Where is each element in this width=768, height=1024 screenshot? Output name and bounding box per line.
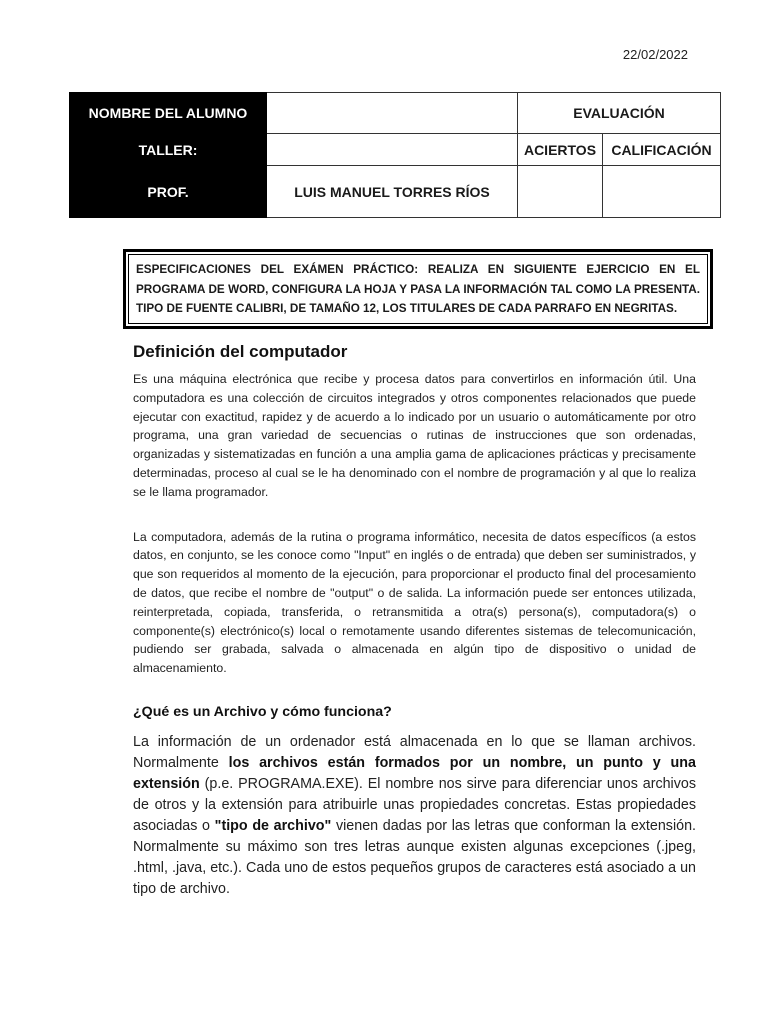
exam-specifications-box (123, 249, 713, 329)
teacher-label: PROF. (70, 166, 267, 218)
workshop-label: TALLER: (70, 134, 267, 166)
student-header-table (69, 92, 721, 218)
file-text-bold1: los archivos están formados por un nombre, un punto y una extensión (133, 754, 696, 792)
section-title-computer-definition: Definición del computador (133, 342, 348, 361)
student-name-field[interactable] (267, 93, 518, 134)
teacher-name: LUIS MANUEL TORRES RÍOS (267, 166, 518, 218)
document-body (133, 342, 696, 900)
file-text-part1: La información de un ordenador está almacenada en lo que se llaman archivos. Normalmente (133, 733, 696, 771)
section-title-file: ¿Qué es un Archivo y cómo funciona? (133, 703, 392, 720)
correct-answers-label: ACIERTOS (518, 134, 603, 166)
grade-field[interactable] (603, 166, 721, 218)
correct-answers-field[interactable] (518, 166, 603, 218)
evaluation-label: EVALUACIÓN (518, 93, 721, 134)
student-name-label: NOMBRE DEL ALUMNO (70, 93, 267, 134)
file-text-part2: (p.e. PROGRAMA.EXE). El nombre nos sirve para diferenciar unos archivos de otros y la extensión para atribuirle unas propiedades concretas. Estas propiedades asociadas o (133, 775, 696, 834)
file-text-part3: vienen dadas por las letras que conforman la extensión. Normalmente su máximo son tres letras aunque existen algunas excepciones (.jpeg, .html, .java, etc.). Cada uno de estos pequeños grupos de caracteres está asociado a un tipo de archivo. (133, 817, 696, 897)
grade-label: CALIFICACIÓN (603, 134, 721, 166)
exam-specifications-text: ESPECIFICACIONES DEL EXÁMEN PRÁCTICO: REALIZA EN SIGUIENTE EJERCICIO EN EL PROGRAMA DE WORD, CONFIGURA LA HOJA Y PASA LA INFORMACIÓN TAL COMO LA PRESENTA. TIPO DE FUENTE CALIBRI, DE TAMAÑO 12, LOS TITULARES DE CADA PARRAFO EN NEGRITAS. (128, 254, 708, 324)
workshop-field[interactable] (267, 134, 518, 166)
paragraph-file (133, 732, 696, 900)
paragraph-computer-definition: Es una máquina electrónica que recibe y procesa datos para convertirlos en información útil. Una computadora es una colección de circuitos integrados y otros componentes relacionados que puede ejecutar con exactitud, rapidez y de acuerdo a lo indicado por un usuario o automáticamente por otro programa, una gran variedad de secuencias o rutinas de instrucciones que son ordenadas, organizadas y sistematizadas en función a una amplia gama de aplicaciones prácticas y precisamente determinadas, proceso al cual se le ha denominado con el nombre de programación y al que lo realiza se le llama programador. (133, 372, 696, 499)
paragraph-computer-data: La computadora, además de la rutina o programa informático, necesita de datos específicos (a estos datos, en conjunto, se les conoce como "Input" en inglés o de entrada) que deben ser suministrados, y que son requeridos al momento de la ejecución, para proporcionar el producto final del procesamiento de datos, que recibe el nombre de "output" o de salida. La información puede ser entonces utilizada, reinterpretada, copiada, transferida, o retransmitida a otra(s) persona(s), computadora(s) o componente(s) electrónico(s) local o remotamente usando diferentes sistemas de telecomunicación, pudiendo ser grabada, salvada o almacenada en algún tipo de dispositivo o unidad de almacenamiento. (133, 529, 696, 676)
document-date: 22/02/2022 (622, 47, 688, 62)
file-text-bold2: "tipo de archivo" (214, 817, 332, 834)
